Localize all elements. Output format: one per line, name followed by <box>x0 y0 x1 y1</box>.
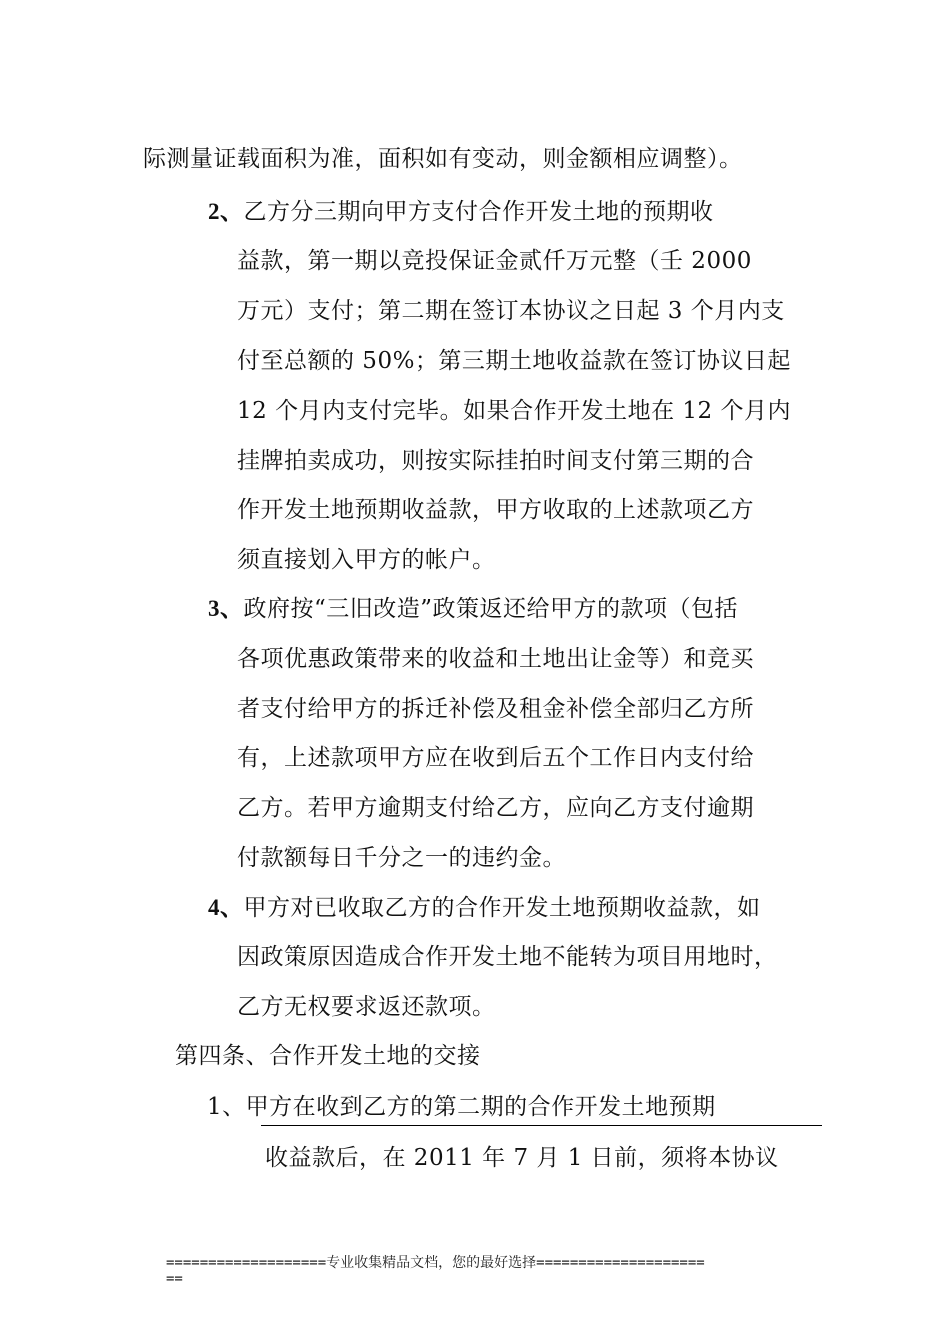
item-4-first-line <box>208 893 761 923</box>
article-4-item-1-first-line <box>207 1092 716 1122</box>
paragraph-line: 因政策原因造成合作开发土地不能转为项目用地时， <box>237 944 778 970</box>
paragraph-line: 际测量证载面积为准，面积如有变动，则金额相应调整）。 <box>143 146 743 172</box>
item-text: 甲方对已收取乙方的合作开发土地预期收益款，如 <box>243 895 761 921</box>
paragraph-line: 12 个月内支付完毕。如果合作开发土地在 12 个月内 <box>237 398 791 424</box>
item-number: 4、 <box>208 895 244 920</box>
item-text: 乙方分三期向甲方支付合作开发土地的预期收 <box>243 199 714 225</box>
paragraph-line: 万元）支付；第二期在签订本协议之日起 3 个月内支 <box>237 298 785 324</box>
paragraph-line: 各项优惠政策带来的收益和土地出让金等）和竞买 <box>237 646 754 672</box>
paragraph-line: 有，上述款项甲方应在收到后五个工作日内支付给 <box>237 745 754 771</box>
paragraph-line: 付款额每日千分之一的违约金。 <box>237 845 566 871</box>
paragraph-line: 乙方无权要求返还款项。 <box>237 994 496 1020</box>
paragraph-line: 挂牌拍卖成功，则按实际挂拍时间支付第三期的合 <box>237 448 754 474</box>
paragraph-line: 付至总额的 50%；第三期土地收益款在签订协议日起 <box>237 348 791 374</box>
item-text: 甲方在收到乙方的第二期的合作开发土地预期 <box>245 1094 716 1120</box>
paragraph-line: 须直接划入甲方的帐户。 <box>237 547 496 573</box>
horizontal-rule <box>261 1125 822 1126</box>
item-number: 2、 <box>208 199 244 224</box>
footer-banner-continuation: == <box>166 1271 183 1287</box>
paragraph-line: 者支付给甲方的拆迁补偿及租金补偿全部归乙方所 <box>237 696 754 722</box>
section-heading: 第四条、合作开发土地的交接 <box>175 1043 481 1069</box>
item-3-first-line <box>208 594 738 624</box>
paragraph-line: 乙方。若甲方逾期支付给乙方，应向乙方支付逾期 <box>237 795 754 821</box>
item-number: 1、 <box>207 1094 246 1120</box>
paragraph-line: 益款，第一期以竞投保证金贰仟万元整（壬 2000 <box>237 248 752 274</box>
item-2-first-line <box>208 197 714 227</box>
paragraph-line: 作开发土地预期收益款，甲方收取的上述款项乙方 <box>237 497 754 523</box>
paragraph-line: 收益款后，在 2011 年 7 月 1 日前，须将本协议 <box>265 1145 779 1171</box>
footer-banner: ===================专业收集精品文档，您的最好选择==================== <box>166 1255 705 1271</box>
item-text: 政府按“三旧改造”政策返还给甲方的款项（包括 <box>243 596 739 622</box>
item-number: 3、 <box>208 596 244 621</box>
